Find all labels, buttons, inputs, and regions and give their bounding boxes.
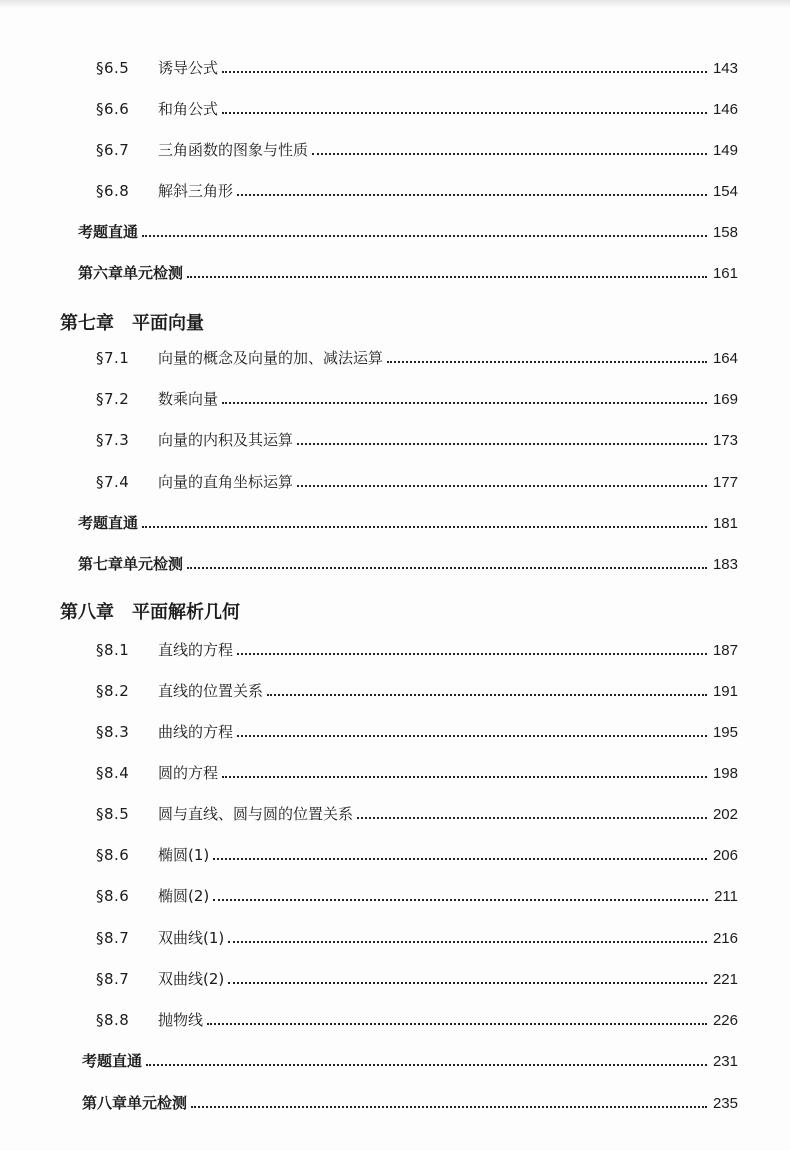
page-number: 206: [712, 847, 738, 864]
section-number: §8.8: [96, 1011, 130, 1029]
page-number: 146: [712, 101, 738, 118]
section-title: 直线的方程: [158, 641, 234, 659]
chapter-name: 平面解析几何: [132, 602, 240, 623]
dot-leader: [297, 443, 707, 445]
entry-title: 第六章单元检测: [78, 264, 184, 282]
toc-entry-ch8-test[interactable]: [82, 1093, 738, 1114]
dot-leader: [222, 71, 707, 73]
dot-leader: [207, 1023, 707, 1025]
toc-entry-6-7[interactable]: [96, 140, 738, 161]
section-title: 圆的方程: [158, 764, 219, 782]
dot-leader: [187, 276, 707, 278]
section-title: 向量的内积及其运算: [158, 431, 294, 449]
page-number: 158: [712, 224, 738, 241]
section-number: §8.7: [96, 970, 130, 988]
entry-title: 考题直通: [82, 1052, 143, 1070]
section-title: 直线的位置关系: [158, 682, 264, 700]
section-number: §7.2: [96, 390, 130, 408]
section-title: 圆与直线、圆与圆的位置关系: [158, 805, 354, 823]
chapter-heading-8: [60, 598, 240, 624]
section-title: 抛物线: [158, 1011, 204, 1029]
page-number: 173: [712, 432, 738, 449]
page-number: 221: [712, 971, 738, 988]
toc-entry-8-6b[interactable]: [96, 886, 738, 907]
toc-entry-6-6[interactable]: [96, 99, 738, 120]
page-number: 235: [712, 1095, 738, 1112]
entry-title: 第八章单元检测: [82, 1094, 188, 1112]
dot-leader: [187, 567, 707, 569]
page-number: 181: [712, 515, 738, 532]
page-number: 177: [712, 474, 738, 491]
toc-entry-8-3[interactable]: [96, 722, 738, 743]
dot-leader: [237, 735, 707, 737]
toc-entry-8-8[interactable]: [96, 1010, 738, 1031]
section-title: 向量的概念及向量的加、减法运算: [158, 349, 384, 367]
page-top-shadow: [0, 0, 790, 8]
dot-leader: [357, 817, 707, 819]
toc-entry-8-1[interactable]: [96, 640, 738, 661]
entry-title: 第七章单元检测: [78, 555, 184, 573]
toc-entry-7-2[interactable]: [96, 389, 738, 410]
toc-entry-8-5[interactable]: [96, 804, 738, 825]
page-number: 149: [712, 142, 738, 159]
page-number: 216: [712, 930, 738, 947]
dot-leader: [191, 1106, 707, 1108]
toc-entry-ch6-test[interactable]: [78, 263, 738, 284]
dot-leader: [146, 1064, 707, 1066]
dot-leader: [222, 776, 707, 778]
entry-title: 考题直通: [78, 223, 139, 241]
chapter-label: 第七章: [60, 313, 114, 334]
section-number: §8.4: [96, 764, 130, 782]
section-number: §8.1: [96, 641, 130, 659]
dot-leader: [267, 694, 707, 696]
toc-entry-ch7-test[interactable]: [78, 554, 738, 575]
section-title: 三角函数的图象与性质: [158, 141, 309, 159]
page-number: 211: [714, 888, 738, 905]
dot-leader: [213, 899, 708, 901]
section-number: §8.6: [96, 846, 130, 864]
section-number: §7.1: [96, 349, 130, 367]
section-title: 诱导公式: [158, 59, 219, 77]
chapter-heading-7: [60, 309, 204, 335]
page-number: 191: [712, 683, 738, 700]
page-number: 164: [712, 350, 738, 367]
section-number: §8.7: [96, 929, 130, 947]
section-number: §7.4: [96, 473, 130, 491]
page-number: 231: [712, 1053, 738, 1070]
page-number: 183: [712, 556, 738, 573]
toc-entry-8-7a[interactable]: [96, 928, 738, 949]
page-number: 169: [712, 391, 738, 408]
section-title: 椭圆(2): [158, 887, 210, 905]
dot-leader: [142, 526, 707, 528]
toc-entry-8-6a[interactable]: [96, 845, 738, 866]
toc-entry-7-1[interactable]: [96, 348, 738, 369]
section-number: §6.7: [96, 141, 130, 159]
toc-entry-ch6-review[interactable]: [78, 222, 738, 243]
toc-entry-ch7-review[interactable]: [78, 513, 738, 534]
toc-entry-7-4[interactable]: [96, 472, 738, 493]
dot-leader: [222, 402, 707, 404]
chapter-label: 第八章: [60, 602, 114, 623]
section-number: §7.3: [96, 431, 130, 449]
section-title: 双曲线(2): [158, 970, 225, 988]
dot-leader: [297, 485, 707, 487]
dot-leader: [312, 153, 707, 155]
section-title: 和角公式: [158, 100, 219, 118]
page-number: 154: [712, 183, 738, 200]
page-number: 143: [712, 60, 738, 77]
toc-entry-6-5[interactable]: [96, 58, 738, 79]
section-number: §8.6: [96, 887, 130, 905]
dot-leader: [213, 858, 707, 860]
section-title: 曲线的方程: [158, 723, 234, 741]
chapter-name: 平面向量: [132, 313, 204, 334]
toc-entry-ch8-review[interactable]: [82, 1051, 738, 1072]
section-title: 向量的直角坐标运算: [158, 473, 294, 491]
page-number: 198: [712, 765, 738, 782]
section-number: §8.3: [96, 723, 130, 741]
section-title: 解斜三角形: [158, 182, 234, 200]
page-number: 226: [712, 1012, 738, 1029]
section-number: §8.5: [96, 805, 130, 823]
section-number: §8.2: [96, 682, 130, 700]
toc-entry-7-3[interactable]: [96, 430, 738, 451]
toc-entry-8-4[interactable]: [96, 763, 738, 784]
page-number: 195: [712, 724, 738, 741]
dot-leader: [142, 235, 707, 237]
dot-leader: [237, 653, 707, 655]
page-number: 161: [712, 265, 738, 282]
dot-leader: [228, 941, 707, 943]
section-number: §6.6: [96, 100, 130, 118]
page-number: 187: [712, 642, 738, 659]
section-number: §6.8: [96, 182, 130, 200]
dot-leader: [222, 112, 707, 114]
dot-leader: [387, 361, 707, 363]
section-number: §6.5: [96, 59, 130, 77]
page-number: 202: [712, 806, 738, 823]
toc-entry-6-8[interactable]: [96, 181, 738, 202]
section-title: 椭圆(1): [158, 846, 210, 864]
toc-entry-8-2[interactable]: [96, 681, 738, 702]
entry-title: 考题直通: [78, 514, 139, 532]
toc-entry-8-7b[interactable]: [96, 969, 738, 990]
dot-leader: [228, 982, 707, 984]
section-title: 双曲线(1): [158, 929, 225, 947]
dot-leader: [237, 194, 707, 196]
section-title: 数乘向量: [158, 390, 219, 408]
